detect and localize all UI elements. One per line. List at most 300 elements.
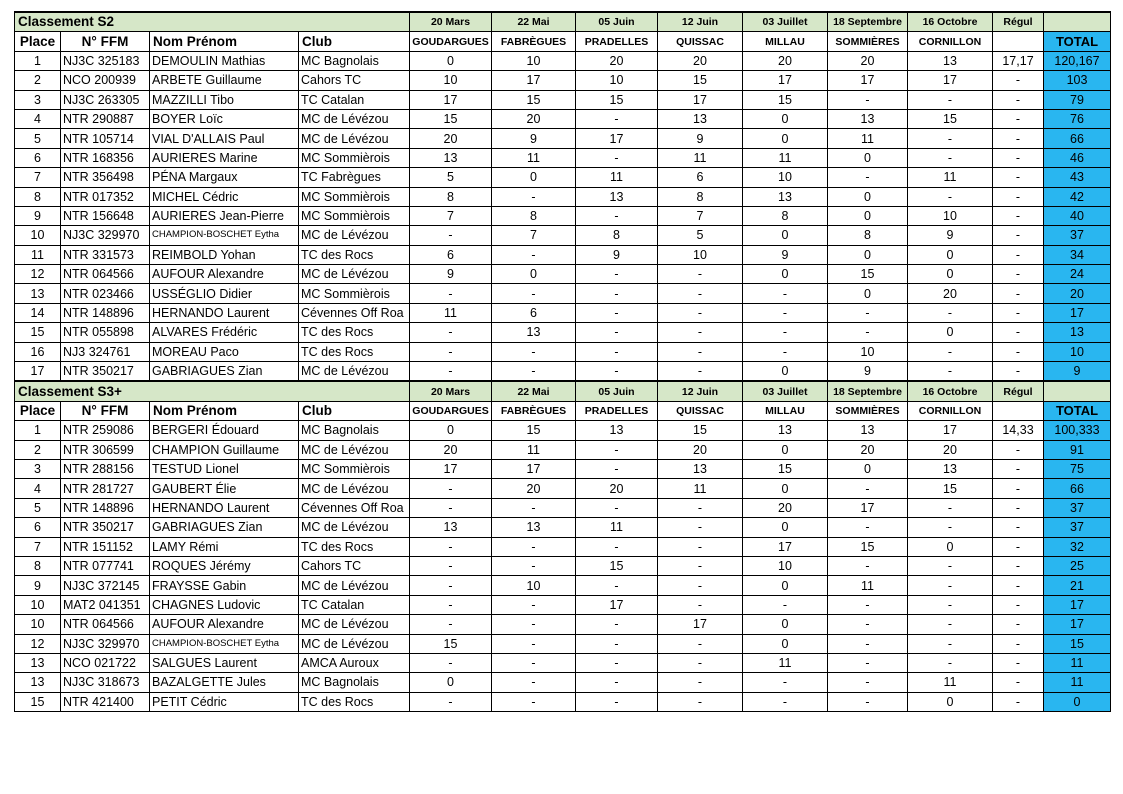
score-cell: - (828, 673, 908, 692)
ffm-cell: NJ3C 263305 (61, 90, 150, 109)
event-place-header: PRADELLES (576, 32, 658, 51)
regul-cell: - (993, 537, 1044, 556)
place-cell: 3 (15, 90, 61, 109)
score-cell: 15 (410, 634, 492, 653)
score-cell: 11 (576, 168, 658, 187)
score-cell: 17 (828, 71, 908, 90)
event-date-header: 05 Juin (576, 12, 658, 32)
name-cell: BOYER Loïc (150, 109, 299, 128)
place-cell: 5 (15, 498, 61, 517)
score-cell: 0 (410, 51, 492, 70)
club-cell: MC de Lévézou (299, 615, 410, 634)
name-cell: GAUBERT Élie (150, 479, 299, 498)
score-cell: - (492, 187, 576, 206)
table-row (15, 498, 1111, 517)
score-cell: - (658, 265, 743, 284)
section-title: Classement S2 (15, 12, 410, 32)
event-date-header: 20 Mars (410, 12, 492, 32)
club-cell: Cévennes Off Roa (299, 303, 410, 322)
score-cell: - (743, 692, 828, 711)
score-cell: - (908, 556, 993, 575)
score-cell: 0 (743, 440, 828, 459)
score-cell: 13 (743, 421, 828, 440)
score-cell: - (576, 459, 658, 478)
score-cell: - (828, 634, 908, 653)
total-cell: 37 (1044, 498, 1111, 517)
total-cell: 34 (1044, 245, 1111, 264)
name-cell: TESTUD Lionel (150, 459, 299, 478)
ffm-cell: MAT2 041351 (61, 595, 150, 614)
score-cell: - (743, 284, 828, 303)
table-row (15, 673, 1111, 692)
regul-header: Régul (993, 12, 1044, 32)
score-cell: - (658, 362, 743, 382)
regul-cell: - (993, 653, 1044, 672)
table-row (15, 576, 1111, 595)
score-cell: - (410, 615, 492, 634)
score-cell: 11 (658, 148, 743, 167)
club-cell: MC de Lévézou (299, 109, 410, 128)
club-cell: Cévennes Off Roa (299, 498, 410, 517)
score-cell: 0 (743, 615, 828, 634)
regul-cell: - (993, 148, 1044, 167)
event-place-header: FABRÈGUES (492, 401, 576, 420)
score-cell: 10 (492, 51, 576, 70)
ffm-cell: NTR 281727 (61, 479, 150, 498)
name-cell: GABRIAGUES Zian (150, 362, 299, 382)
blank-header-cell (1044, 12, 1111, 32)
regul-cell: - (993, 498, 1044, 517)
club-cell: MC Sommièrois (299, 459, 410, 478)
score-cell: - (908, 595, 993, 614)
score-cell: - (908, 342, 993, 361)
ffm-cell: NTR 350217 (61, 518, 150, 537)
score-cell: - (410, 595, 492, 614)
table-row (15, 421, 1111, 440)
score-cell: - (410, 653, 492, 672)
ffm-cell: NTR 331573 (61, 245, 150, 264)
club-cell: TC des Rocs (299, 692, 410, 711)
club-cell: MC Sommièrois (299, 148, 410, 167)
total-cell: 13 (1044, 323, 1111, 342)
score-cell: - (492, 556, 576, 575)
score-cell: 10 (743, 556, 828, 575)
regul-cell: - (993, 109, 1044, 128)
score-cell: - (492, 245, 576, 264)
score-cell: - (658, 673, 743, 692)
event-date-header: 20 Mars (410, 381, 492, 401)
score-cell: - (576, 284, 658, 303)
score-cell: 8 (492, 206, 576, 225)
event-date-header: 12 Juin (658, 12, 743, 32)
score-cell: 9 (658, 129, 743, 148)
name-cell: VIAL D'ALLAIS Paul (150, 129, 299, 148)
score-cell: 8 (828, 226, 908, 245)
table-row (15, 245, 1111, 264)
score-cell: 0 (743, 634, 828, 653)
score-cell: 15 (492, 421, 576, 440)
score-cell: 20 (828, 51, 908, 70)
total-cell: 24 (1044, 265, 1111, 284)
score-cell: 0 (743, 226, 828, 245)
score-cell: - (908, 615, 993, 634)
score-cell: - (410, 479, 492, 498)
place-cell: 12 (15, 634, 61, 653)
score-cell: 10 (828, 342, 908, 361)
event-date-header: 18 Septembre (828, 381, 908, 401)
score-cell: - (908, 653, 993, 672)
score-cell: 13 (492, 323, 576, 342)
score-cell: 7 (658, 206, 743, 225)
club-cell: MC de Lévézou (299, 634, 410, 653)
score-cell: - (576, 692, 658, 711)
table-row (15, 459, 1111, 478)
total-cell: 17 (1044, 595, 1111, 614)
table-row (15, 634, 1111, 653)
score-cell: 10 (658, 245, 743, 264)
score-cell: - (743, 342, 828, 361)
name-cell: BAZALGETTE Jules (150, 673, 299, 692)
score-cell: - (576, 342, 658, 361)
score-cell: - (576, 148, 658, 167)
name-cell: LAMY Rémi (150, 537, 299, 556)
name-cell: FRAYSSE Gabin (150, 576, 299, 595)
score-cell: 0 (492, 168, 576, 187)
regul-cell: - (993, 265, 1044, 284)
ffm-cell: NTR 105714 (61, 129, 150, 148)
regul-cell: - (993, 615, 1044, 634)
event-place-header: CORNILLON (908, 32, 993, 51)
place-cell: 9 (15, 206, 61, 225)
score-cell: - (658, 303, 743, 322)
score-cell: - (658, 556, 743, 575)
score-cell: 0 (492, 265, 576, 284)
table-row (15, 342, 1111, 361)
total-cell: 20 (1044, 284, 1111, 303)
score-cell: - (492, 673, 576, 692)
place-cell: 15 (15, 323, 61, 342)
table-row (15, 518, 1111, 537)
table-row (15, 265, 1111, 284)
score-cell: 0 (743, 129, 828, 148)
score-cell: - (828, 518, 908, 537)
event-date-header: 16 Octobre (908, 381, 993, 401)
score-cell: 6 (658, 168, 743, 187)
score-cell: - (658, 537, 743, 556)
place-cell: 14 (15, 303, 61, 322)
score-cell: 15 (410, 109, 492, 128)
score-cell: 17 (576, 595, 658, 614)
section-title: Classement S3+ (15, 381, 410, 401)
place-cell: 6 (15, 148, 61, 167)
score-cell: 17 (410, 90, 492, 109)
score-cell: - (908, 634, 993, 653)
regul-cell: 14,33 (993, 421, 1044, 440)
name-cell: BERGERI Édouard (150, 421, 299, 440)
regul-cell: - (993, 284, 1044, 303)
score-cell: 11 (492, 440, 576, 459)
score-cell: - (658, 498, 743, 517)
score-cell: 9 (410, 265, 492, 284)
name-header: Nom Prénom (150, 401, 299, 420)
event-place-header: QUISSAC (658, 401, 743, 420)
score-cell: 20 (658, 440, 743, 459)
ffm-cell: NTR 356498 (61, 168, 150, 187)
section-title-row (15, 12, 1111, 32)
total-cell: 11 (1044, 653, 1111, 672)
ffm-cell: NJ3C 325183 (61, 51, 150, 70)
regul-cell: - (993, 459, 1044, 478)
club-cell: MC de Lévézou (299, 226, 410, 245)
club-cell: TC Catalan (299, 595, 410, 614)
total-cell: 17 (1044, 303, 1111, 322)
place-cell: 11 (15, 245, 61, 264)
table-row (15, 129, 1111, 148)
score-cell: 6 (492, 303, 576, 322)
score-cell: - (908, 498, 993, 517)
name-cell: DEMOULIN Mathias (150, 51, 299, 70)
score-cell: - (828, 615, 908, 634)
total-cell: 76 (1044, 109, 1111, 128)
score-cell: - (576, 206, 658, 225)
score-cell: 13 (658, 109, 743, 128)
name-cell: AURIERES Jean-Pierre (150, 206, 299, 225)
event-place-header: SOMMIÈRES (828, 32, 908, 51)
place-cell: 7 (15, 168, 61, 187)
name-cell: SALGUES Laurent (150, 653, 299, 672)
club-cell: TC des Rocs (299, 537, 410, 556)
total-cell: 42 (1044, 187, 1111, 206)
place-cell: 3 (15, 459, 61, 478)
score-cell: - (576, 653, 658, 672)
score-cell: 20 (908, 440, 993, 459)
total-cell: 25 (1044, 556, 1111, 575)
score-cell: 13 (908, 459, 993, 478)
event-date-header: 12 Juin (658, 381, 743, 401)
score-cell: 7 (492, 226, 576, 245)
score-cell: 0 (410, 421, 492, 440)
score-cell: - (410, 284, 492, 303)
event-place-header: MILLAU (743, 32, 828, 51)
total-cell: 91 (1044, 440, 1111, 459)
place-cell: 13 (15, 284, 61, 303)
club-cell: MC de Lévézou (299, 129, 410, 148)
score-cell: - (410, 498, 492, 517)
place-cell: 13 (15, 673, 61, 692)
score-cell: 11 (828, 129, 908, 148)
club-header: Club (299, 32, 410, 51)
name-cell: MAZZILLI Tibo (150, 90, 299, 109)
regul-cell: - (993, 206, 1044, 225)
ffm-cell: NTR 023466 (61, 284, 150, 303)
total-cell: 120,167 (1044, 51, 1111, 70)
place-cell: 8 (15, 556, 61, 575)
ffm-cell: NTR 421400 (61, 692, 150, 711)
ffm-cell: NTR 156648 (61, 206, 150, 225)
regul-cell: - (993, 245, 1044, 264)
score-cell: - (410, 226, 492, 245)
column-header-row (15, 32, 1111, 51)
score-cell: 9 (492, 129, 576, 148)
table-row (15, 362, 1111, 382)
score-cell: 11 (658, 479, 743, 498)
name-cell: USSÉGLIO Didier (150, 284, 299, 303)
score-cell: - (576, 440, 658, 459)
ffm-header: N° FFM (61, 401, 150, 420)
score-cell: 15 (743, 459, 828, 478)
score-cell: - (492, 615, 576, 634)
regul-cell: - (993, 362, 1044, 382)
club-cell: MC Bagnolais (299, 673, 410, 692)
score-cell: 0 (743, 479, 828, 498)
club-cell: MC de Lévézou (299, 440, 410, 459)
score-cell: - (828, 479, 908, 498)
club-cell: MC de Lévézou (299, 265, 410, 284)
score-cell: 13 (658, 459, 743, 478)
table-row (15, 109, 1111, 128)
total-cell: 37 (1044, 518, 1111, 537)
ffm-cell: NTR 290887 (61, 109, 150, 128)
score-cell: - (828, 692, 908, 711)
place-cell: 9 (15, 576, 61, 595)
score-cell: - (828, 595, 908, 614)
ffm-cell: NTR 168356 (61, 148, 150, 167)
score-cell: 13 (576, 421, 658, 440)
blank-header-cell (1044, 381, 1111, 401)
table-row (15, 692, 1111, 711)
score-cell: 13 (828, 421, 908, 440)
place-cell: 8 (15, 187, 61, 206)
club-cell: MC de Lévézou (299, 576, 410, 595)
score-cell: 11 (743, 148, 828, 167)
score-cell: 17 (658, 615, 743, 634)
total-cell: 37 (1044, 226, 1111, 245)
regul-cell: - (993, 595, 1044, 614)
ffm-cell: NJ3C 372145 (61, 576, 150, 595)
club-cell: TC Fabrègues (299, 168, 410, 187)
ffm-cell: NTR 064566 (61, 265, 150, 284)
score-cell: 15 (576, 556, 658, 575)
table-row (15, 206, 1111, 225)
place-cell: 6 (15, 518, 61, 537)
event-place-header: CORNILLON (908, 401, 993, 420)
name-cell: ROQUES Jérémy (150, 556, 299, 575)
table-row (15, 284, 1111, 303)
score-cell: 15 (908, 109, 993, 128)
score-cell: 0 (908, 537, 993, 556)
score-cell: 9 (743, 245, 828, 264)
regul-cell: - (993, 518, 1044, 537)
score-cell: 11 (492, 148, 576, 167)
score-cell: 15 (743, 90, 828, 109)
event-date-header: 18 Septembre (828, 12, 908, 32)
score-cell: 17 (658, 90, 743, 109)
name-cell: PETIT Cédric (150, 692, 299, 711)
score-cell: 20 (410, 129, 492, 148)
score-cell: 0 (908, 323, 993, 342)
place-header: Place (15, 401, 61, 420)
total-cell: 66 (1044, 479, 1111, 498)
name-cell: AURIERES Marine (150, 148, 299, 167)
total-cell: 100,333 (1044, 421, 1111, 440)
score-cell: 11 (576, 518, 658, 537)
total-cell: 21 (1044, 576, 1111, 595)
score-cell: 9 (908, 226, 993, 245)
club-cell: TC des Rocs (299, 323, 410, 342)
table-row (15, 71, 1111, 90)
score-cell: - (576, 537, 658, 556)
score-cell: 20 (492, 479, 576, 498)
score-cell: 17 (908, 421, 993, 440)
ffm-cell: NJ3C 329970 (61, 226, 150, 245)
score-cell: 20 (908, 284, 993, 303)
name-cell: AUFOUR Alexandre (150, 265, 299, 284)
total-cell: 103 (1044, 71, 1111, 90)
place-cell: 13 (15, 653, 61, 672)
score-cell: 13 (828, 109, 908, 128)
name-cell: AUFOUR Alexandre (150, 615, 299, 634)
regul-blank-cell (993, 32, 1044, 51)
place-cell: 4 (15, 109, 61, 128)
score-cell: 0 (743, 362, 828, 382)
score-cell: 0 (828, 187, 908, 206)
score-cell: - (410, 576, 492, 595)
score-cell: 11 (410, 303, 492, 322)
score-cell: - (828, 168, 908, 187)
regul-cell: - (993, 226, 1044, 245)
score-cell: 5 (410, 168, 492, 187)
name-header: Nom Prénom (150, 32, 299, 51)
score-cell: - (743, 323, 828, 342)
score-cell: - (658, 576, 743, 595)
score-cell: 0 (828, 148, 908, 167)
table-row (15, 479, 1111, 498)
score-cell: - (492, 634, 576, 653)
place-cell: 15 (15, 692, 61, 711)
score-cell: 0 (908, 245, 993, 264)
total-cell: 79 (1044, 90, 1111, 109)
place-cell: 7 (15, 537, 61, 556)
name-cell: CHAMPION-BOSCHET Eytha (150, 226, 299, 245)
place-header: Place (15, 32, 61, 51)
ffm-cell: NTR 288156 (61, 459, 150, 478)
event-date-header: 16 Octobre (908, 12, 993, 32)
total-cell: 0 (1044, 692, 1111, 711)
score-cell: 13 (410, 148, 492, 167)
ffm-header: N° FFM (61, 32, 150, 51)
club-cell: MC de Lévézou (299, 362, 410, 382)
club-cell: MC Bagnolais (299, 51, 410, 70)
score-cell: 11 (743, 653, 828, 672)
name-cell: CHAMPION-BOSCHET Eytha (150, 634, 299, 653)
score-cell: 20 (743, 51, 828, 70)
regul-cell: - (993, 556, 1044, 575)
table-row (15, 440, 1111, 459)
total-cell: 40 (1044, 206, 1111, 225)
score-cell: 20 (492, 109, 576, 128)
place-cell: 5 (15, 129, 61, 148)
regul-cell: - (993, 90, 1044, 109)
score-cell: 0 (743, 109, 828, 128)
table-row (15, 615, 1111, 634)
regul-cell: - (993, 323, 1044, 342)
score-cell: - (576, 265, 658, 284)
score-cell: 0 (828, 284, 908, 303)
score-cell: 0 (908, 265, 993, 284)
ffm-cell: NTR 017352 (61, 187, 150, 206)
score-cell: - (908, 303, 993, 322)
score-cell: - (492, 284, 576, 303)
